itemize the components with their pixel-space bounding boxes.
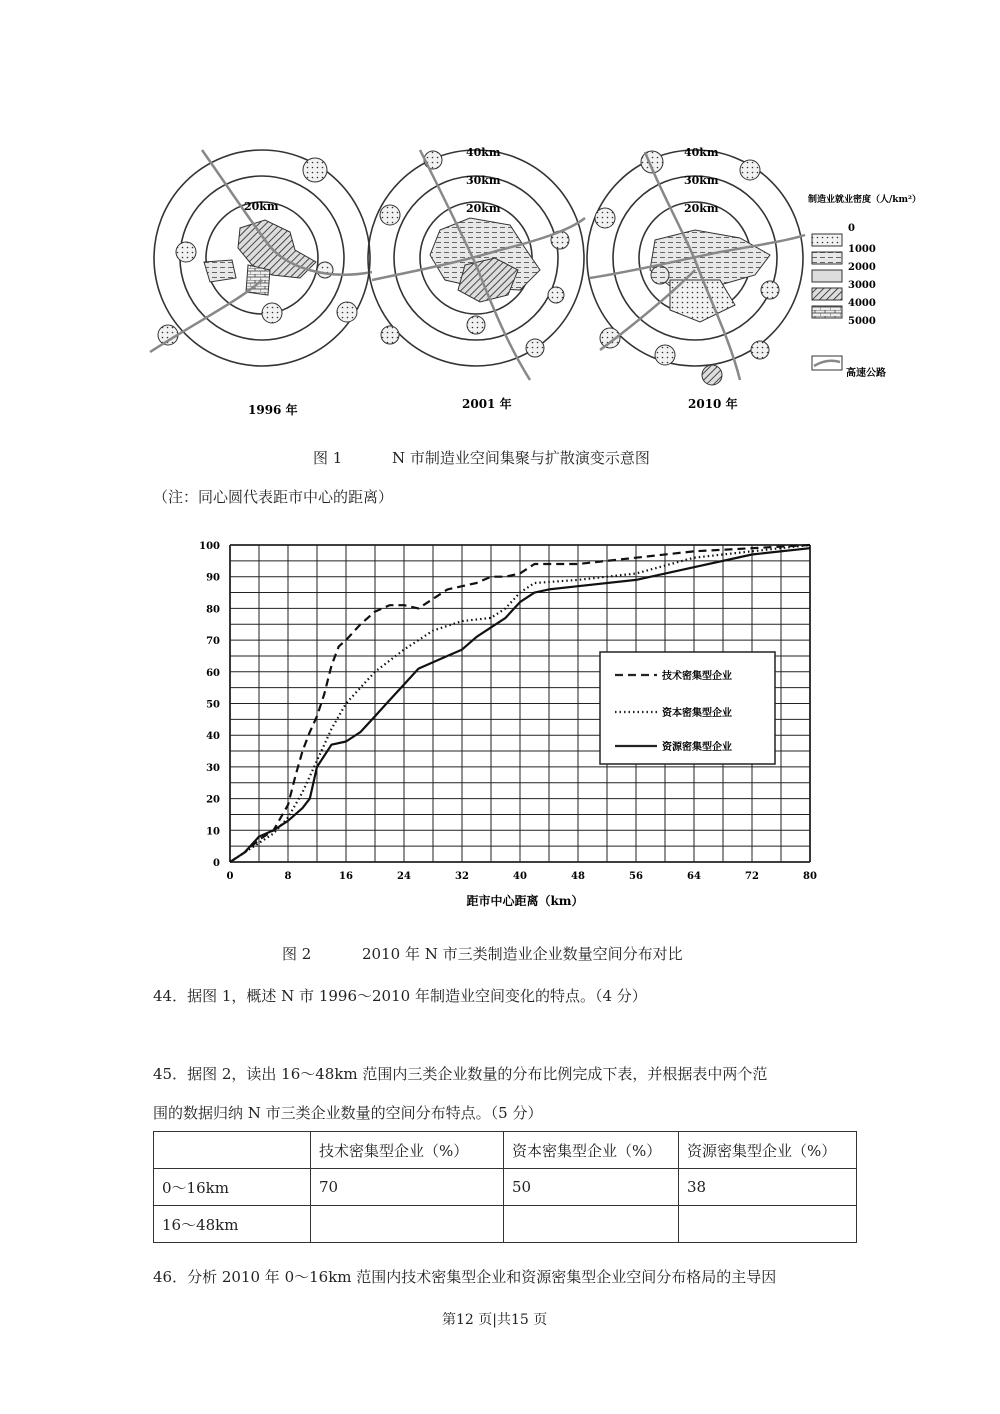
- ring-label-40km: 40km: [466, 146, 501, 159]
- x-tick-label: 24: [397, 871, 411, 882]
- x-tick-label: 48: [571, 871, 585, 882]
- x-tick-label: 80: [803, 871, 817, 882]
- satellite-town: [381, 326, 399, 344]
- figure2-caption-label: 图 2: [282, 945, 312, 963]
- y-tick-label: 10: [206, 826, 220, 838]
- legend-title: 制造业就业密度（人/km²）: [808, 195, 921, 205]
- ring-label-20km: 20km: [244, 200, 279, 213]
- question-44: 44．据图 1，概述 N 市 1996～2010 年制造业空间变化的特点。（4 分）: [153, 987, 647, 1005]
- y-tick-label: 40: [206, 731, 220, 743]
- table-cell[interactable]: [679, 1206, 857, 1243]
- cluster-west: [204, 260, 236, 282]
- y-tick-label: 60: [206, 667, 220, 679]
- page-footer: 第12 页|共15 页: [442, 1312, 548, 1328]
- ring-label-30km: 30km: [466, 174, 501, 187]
- y-tick-label: 20: [206, 794, 220, 806]
- table-header-cell: [154, 1132, 311, 1169]
- figure2-chart: [195, 535, 835, 915]
- satellite-town: [751, 341, 769, 359]
- legend-swatch: [812, 252, 842, 264]
- x-tick-label: 72: [745, 871, 759, 882]
- panel-year-2010: 2010 年: [688, 397, 738, 411]
- ring-label-20km: 20km: [466, 202, 501, 215]
- highway: [150, 280, 262, 352]
- legend-level: 4000: [848, 298, 876, 309]
- legend-level: 1000: [848, 244, 876, 255]
- y-tick-label: 90: [206, 572, 220, 584]
- satellite-town: [262, 303, 282, 323]
- x-axis-label: 距市中心距离（km）: [466, 894, 584, 908]
- x-tick-label: 16: [339, 871, 353, 882]
- legend-label-tech: 技术密集型企业: [662, 671, 732, 682]
- table-cell: 38: [679, 1169, 857, 1206]
- y-tick-label: 0: [213, 858, 220, 869]
- table-header-cell: 资源密集型企业（%）: [679, 1132, 857, 1169]
- ring-label-20km: 20km: [684, 202, 719, 215]
- satellite-town: [651, 266, 669, 284]
- y-tick-label: 80: [206, 604, 220, 616]
- question-46: 46．分析 2010 年 0～16km 范围内技术密集型企业和资源密集型企业空间分布格局的主导因: [153, 1268, 777, 1286]
- table-header-row: [154, 1132, 857, 1169]
- satellite-town: [595, 208, 615, 228]
- satellite-town: [380, 205, 400, 225]
- satellite-town: [176, 242, 196, 262]
- table-cell[interactable]: [311, 1206, 504, 1243]
- panel-year-2001: 2001 年: [462, 397, 512, 411]
- legend-highway-swatch: [812, 356, 842, 370]
- y-tick-label: 50: [206, 699, 220, 711]
- panel-1996: [150, 150, 372, 366]
- figure2-caption-text: 2010 年 N 市三类制造业企业数量空间分布对比: [362, 945, 683, 963]
- x-tick-label: 32: [455, 871, 469, 882]
- satellite-town: [526, 339, 544, 357]
- x-tick-label: 8: [284, 871, 292, 882]
- table-cell[interactable]: [504, 1206, 679, 1243]
- satellite-town: [424, 151, 442, 169]
- satellite-town: [702, 365, 722, 385]
- table-cell: 70: [311, 1169, 504, 1206]
- satellite-town: [761, 281, 779, 299]
- table-cell: 50: [504, 1169, 679, 1206]
- satellite-town: [467, 316, 485, 334]
- x-tick-label: 0: [226, 871, 234, 882]
- ring-label-30km: 30km: [684, 174, 719, 187]
- legend-level: 3000: [848, 280, 876, 291]
- satellite-town: [548, 287, 564, 303]
- satellite-town: [337, 302, 357, 322]
- question-45-line1: 45．据图 2，读出 16～48km 范围内三类企业数量的分布比例完成下表，并根据表中两个范: [153, 1065, 768, 1083]
- table-header-cell: 技术密集型企业（%）: [311, 1132, 504, 1169]
- table-row: [154, 1206, 857, 1243]
- legend-level: 0: [848, 223, 855, 234]
- legend-swatch: [812, 288, 842, 300]
- legend-swatch: [812, 306, 842, 318]
- figure1-legend: [808, 193, 921, 379]
- legend-level: 5000: [848, 316, 876, 327]
- figure1-caption-text: N 市制造业空间集聚与扩散演变示意图: [392, 449, 650, 467]
- legend-level: 2000: [848, 262, 876, 273]
- legend-swatch: [812, 234, 842, 246]
- legend-label-resource: 资源密集型企业: [662, 742, 732, 753]
- x-tick-label: 64: [687, 871, 701, 882]
- figure1-diagram: [140, 130, 921, 430]
- y-tick-label: 30: [206, 762, 220, 774]
- y-tick-label: 100: [199, 541, 220, 552]
- satellite-town: [303, 158, 327, 182]
- question-45-line2: 围的数据归纳 N 市三类企业数量的空间分布特点。（5 分）: [153, 1104, 543, 1122]
- table-cell: 16～48km: [154, 1206, 311, 1243]
- table-row: [154, 1169, 857, 1206]
- ring-label-40km: 40km: [684, 146, 719, 159]
- y-tick-label: 70: [206, 636, 220, 648]
- x-tick-label: 40: [513, 871, 527, 882]
- satellite-town: [317, 262, 333, 278]
- table-cell: 0～16km: [154, 1169, 311, 1206]
- answer-table: [153, 1131, 857, 1243]
- figure1-note: （注：同心圆代表距市中心的距离）: [153, 488, 394, 506]
- legend-swatch: [812, 270, 842, 282]
- panel-year-1996: 1996 年: [248, 403, 298, 417]
- satellite-town: [655, 345, 675, 365]
- table-header-cell: 资本密集型企业（%）: [504, 1132, 679, 1169]
- satellite-town: [740, 160, 760, 180]
- legend-highway-label: 高速公路: [846, 368, 886, 379]
- figure1-caption-label: 图 1: [313, 449, 343, 467]
- x-tick-label: 56: [629, 871, 643, 882]
- chart-legend: [600, 652, 775, 764]
- legend-label-capital: 资本密集型企业: [662, 708, 732, 719]
